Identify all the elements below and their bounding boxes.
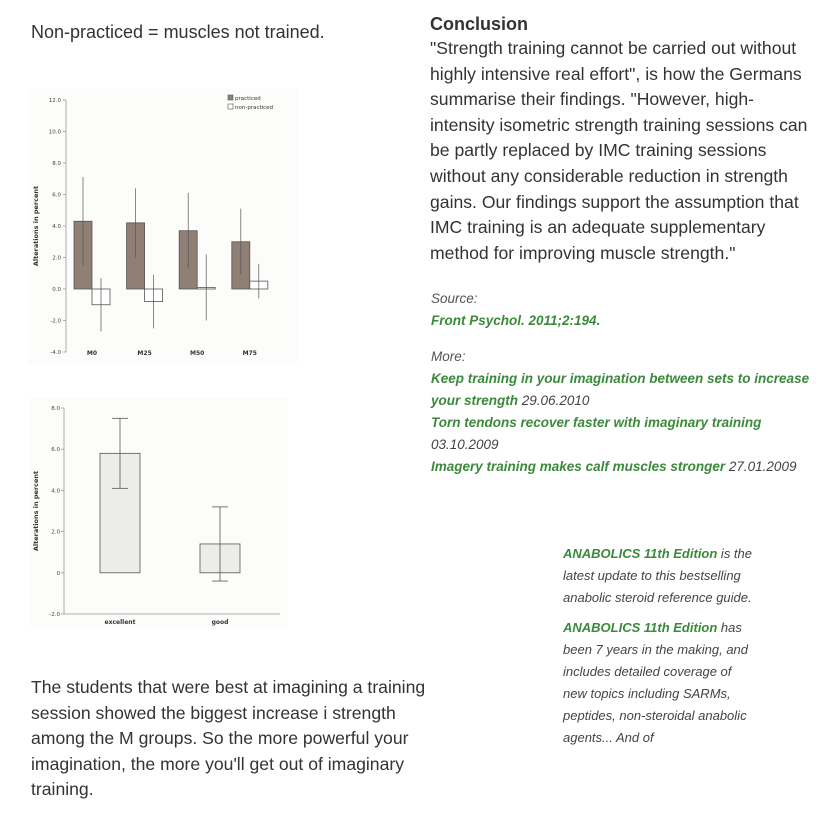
bar-chart-imagination-quality <box>30 398 288 628</box>
y-tick-label: -4.0 <box>50 350 61 356</box>
book-promo-paragraph <box>563 543 753 609</box>
y-tick-label: 0.0 <box>52 287 61 293</box>
article-date: 27.01.2009 <box>728 459 797 474</box>
y-tick-label: 2.0 <box>52 255 61 262</box>
y-tick-label: 10.0 <box>48 129 61 136</box>
legend-swatch <box>228 95 233 100</box>
article-date: 29.06.2010 <box>521 393 590 408</box>
legend-label: non-practiced <box>235 105 274 111</box>
related-article-link[interactable]: Keep training in your imagination between sets to increase your strength <box>431 371 810 408</box>
related-article-link[interactable]: Torn tendons recover faster with imaginary training <box>431 415 762 430</box>
conclusion-text: "Strength training cannot be carried out without highly intensive real effort", is how the Germans summarise their findings. "However, high-intensity isometric strength training sessions can be partly replaced by IMC training sessions without any considerable reduction in strength gains. Our findings support the assumption that IMC training is an adequate supplementary method for improving muscle strength." <box>430 38 808 263</box>
y-tick-label: -2.0 <box>50 318 61 325</box>
source-label: Source: <box>431 291 478 306</box>
y-tick-label: 6.0 <box>52 192 61 199</box>
x-tick-label: excellent <box>104 619 136 626</box>
y-axis-label: Alterations in percent <box>32 185 40 267</box>
book-title-link[interactable]: ANABOLICS 11th Edition <box>563 620 718 635</box>
x-tick-label: M50 <box>190 350 205 357</box>
x-tick-label: good <box>211 619 229 626</box>
y-tick-label: 4.0 <box>51 488 60 495</box>
y-tick-label: 8.0 <box>51 406 60 412</box>
legend-swatch <box>228 104 233 109</box>
x-tick-label: M0 <box>86 350 98 357</box>
list-item <box>431 456 816 478</box>
legend-label: practiced <box>235 96 261 102</box>
y-tick-label: 0 <box>56 570 60 577</box>
y-tick-label: 12.0 <box>48 98 61 104</box>
more-label: More: <box>431 349 466 364</box>
chart-caption: Non-practiced = muscles not trained. <box>31 22 325 42</box>
list-item <box>431 368 816 412</box>
conclusion-section <box>430 14 810 266</box>
more-section <box>431 346 816 478</box>
y-axis-label: Alterations in percent <box>32 470 40 552</box>
source-citation-link[interactable]: Front Psychol. 2011;2:194. <box>431 313 601 328</box>
summary-paragraph: The students that were best at imagining a training session showed the biggest increase i strength among the M groups. So the more powerful your imagination, the more you'll get out of imaginary training. <box>31 677 426 800</box>
article-date: 03.10.2009 <box>431 437 499 452</box>
y-tick-label: 2.0 <box>51 529 60 536</box>
book-promo-text: has been 7 years in the making, and includes detailed coverage of new topics including SARMs, peptides, non-steroidal anabolic agents... And of <box>563 620 749 745</box>
book-promo-text: is the latest update to this bestselling anabolic steroid reference guide. <box>563 546 752 605</box>
list-item <box>431 412 816 456</box>
y-tick-label: 4.0 <box>52 224 61 230</box>
conclusion-heading: Conclusion <box>430 14 528 34</box>
book-title-link[interactable]: ANABOLICS 11th Edition <box>563 546 718 561</box>
y-tick-label: 6.0 <box>51 447 60 454</box>
x-tick-label: M25 <box>137 350 152 357</box>
source-section <box>431 288 811 332</box>
x-tick-label: M75 <box>242 350 257 357</box>
related-article-link[interactable]: Imagery training makes calf muscles stronger <box>431 459 726 474</box>
book-promo-paragraph <box>563 617 753 749</box>
y-tick-label: -2.0 <box>49 612 60 618</box>
bar-chart-m-groups <box>28 88 298 364</box>
book-promo <box>563 543 753 757</box>
y-tick-label: 8.0 <box>52 161 61 167</box>
